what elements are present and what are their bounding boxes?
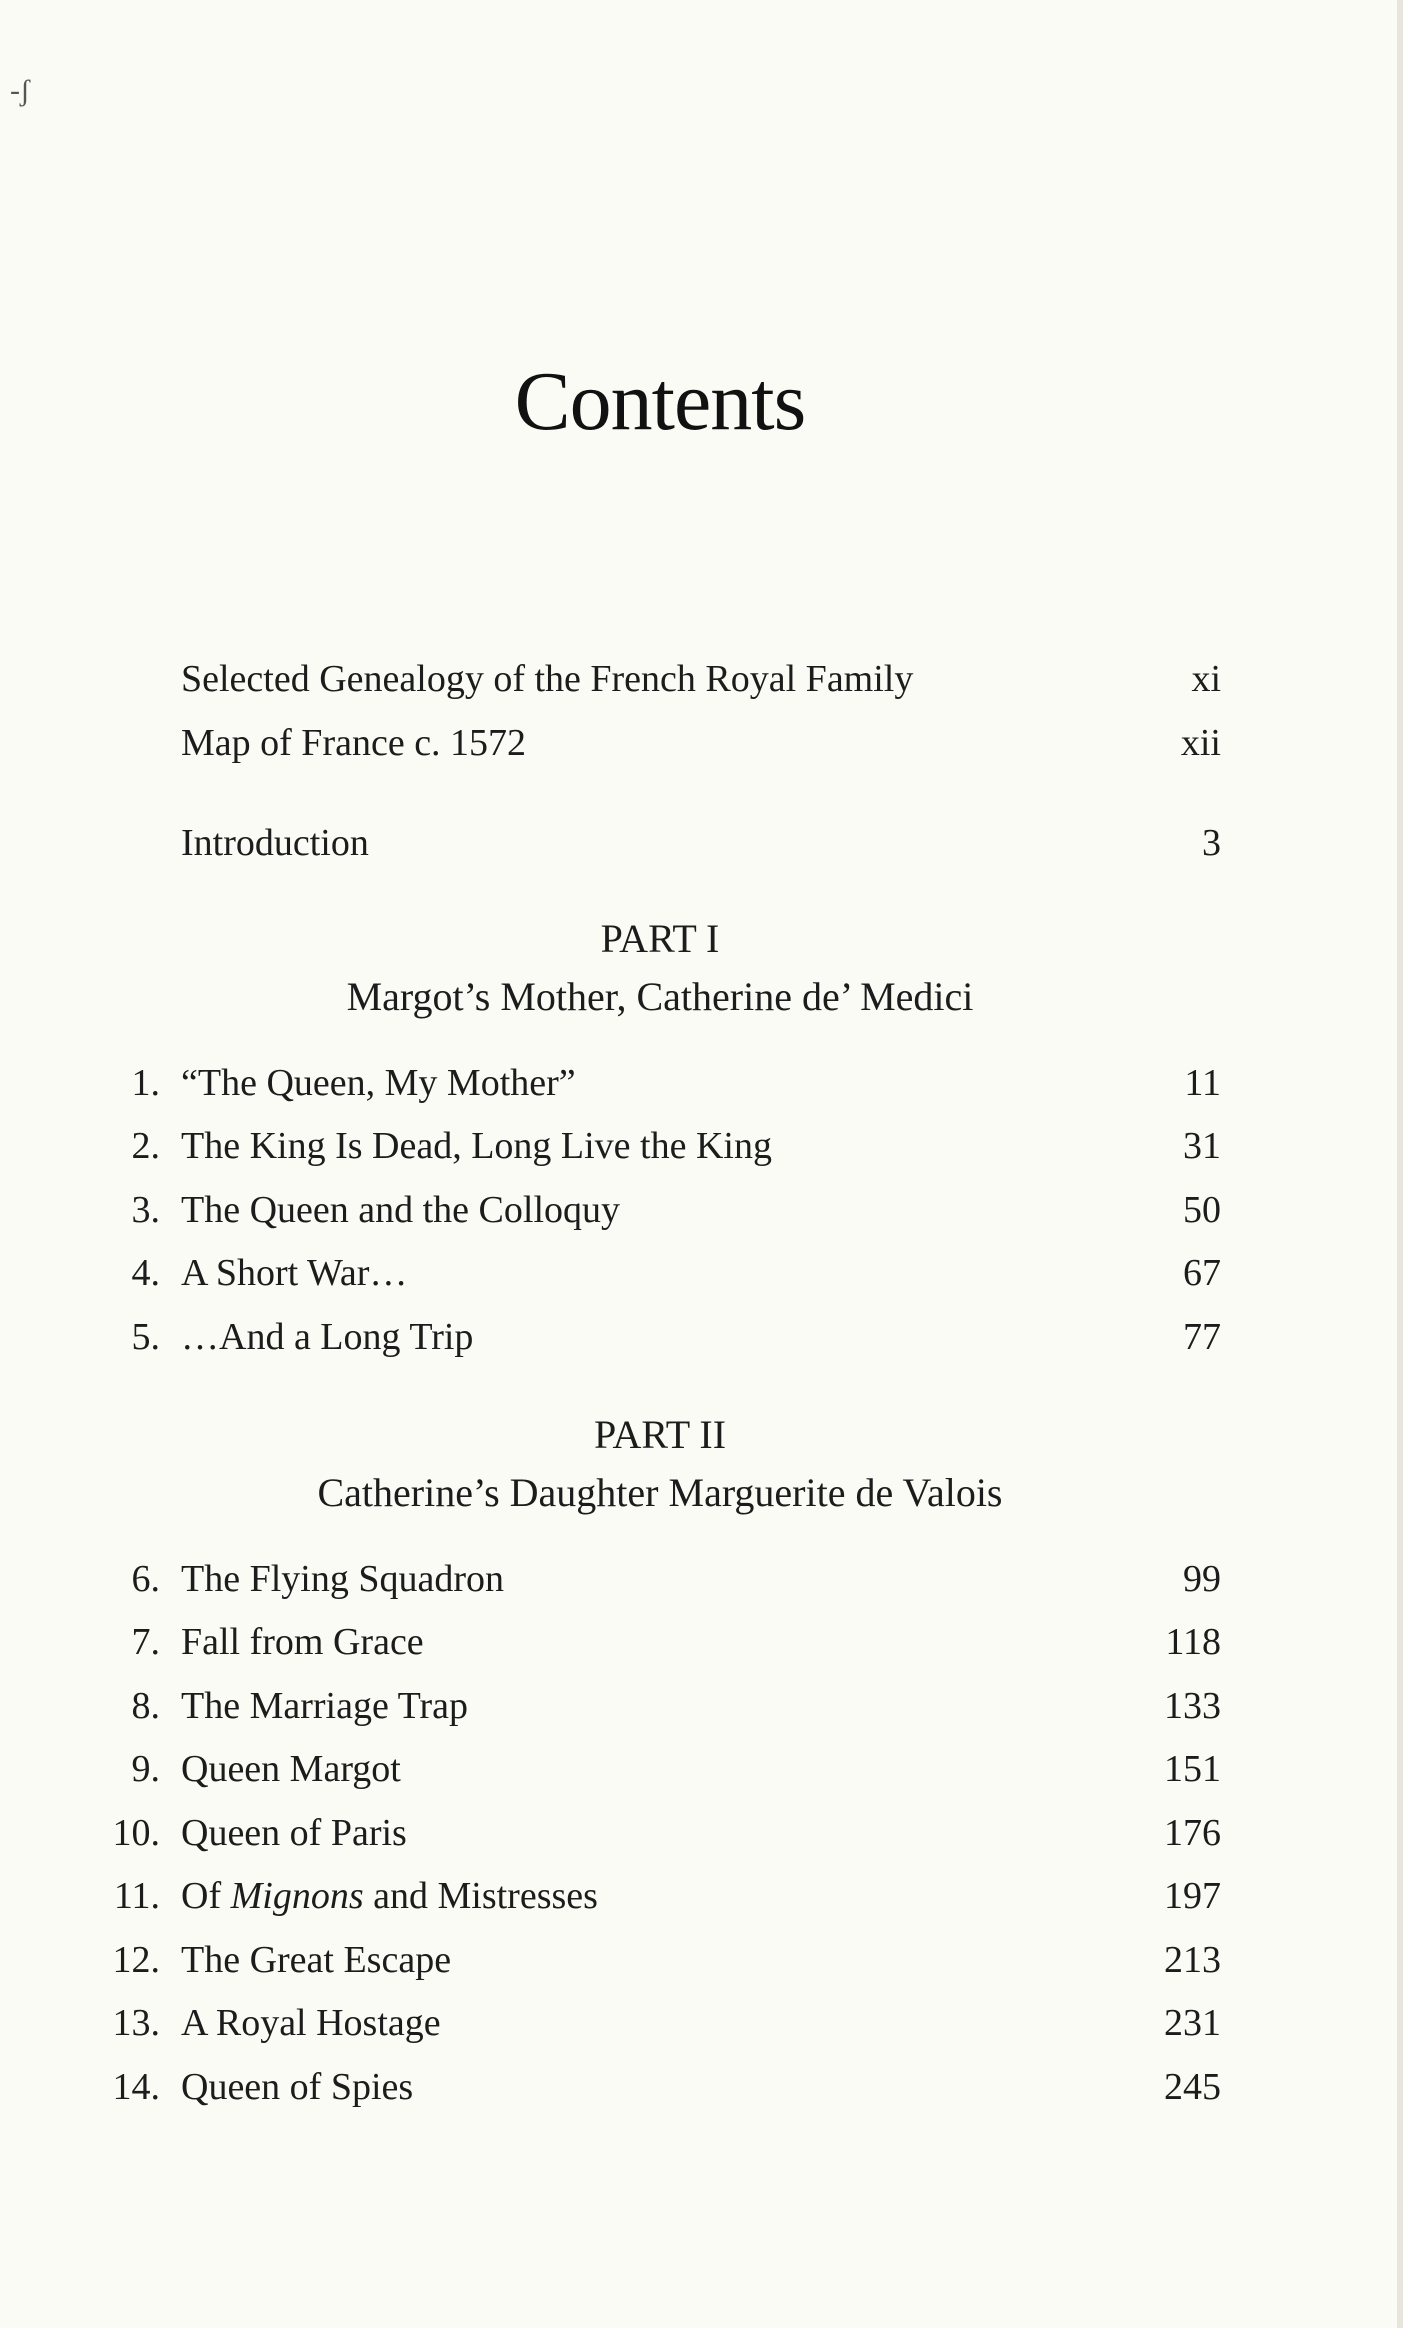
chapter-number: 8.: [131, 1685, 160, 1727]
chapter-number: 13.: [112, 2002, 160, 2044]
chapter-page: 77: [1183, 1316, 1221, 1358]
chapter-entry[interactable]: [0, 1248, 1403, 1298]
part-title: PART II: [593, 1412, 727, 1457]
chapter-number: 11.: [113, 1875, 160, 1917]
chapter-number: 9.: [131, 1748, 160, 1790]
chapter-title: …And a Long Trip: [181, 1316, 474, 1358]
chapter-page: 11: [1184, 1062, 1221, 1104]
chapter-entry[interactable]: [0, 2062, 1403, 2112]
chapter-title: [181, 1871, 598, 1921]
front-matter-entry[interactable]: [0, 818, 1403, 868]
page-title: Contents: [514, 355, 806, 448]
chapter-title: A Royal Hostage: [181, 2002, 441, 2044]
chapter-number: 5.: [131, 1316, 160, 1358]
chapter-page: 67: [1183, 1252, 1221, 1294]
chapter-title-suffix: and Mistresses: [363, 1875, 598, 1917]
chapter-page: 50: [1183, 1189, 1221, 1231]
chapter-page: 31: [1183, 1125, 1221, 1167]
chapter-number: 12.: [112, 1939, 160, 1981]
chapter-number: 7.: [131, 1621, 160, 1663]
chapter-page: 118: [1165, 1621, 1221, 1663]
chapter-number: 4.: [131, 1252, 160, 1294]
chapter-page: 213: [1164, 1939, 1221, 1981]
chapter-entry[interactable]: [0, 1808, 1403, 1858]
part-title: PART I: [600, 916, 720, 961]
chapter-title: The King Is Dead, Long Live the King: [181, 1125, 772, 1167]
margin-mark: -ʃ: [10, 74, 30, 107]
chapter-title: “The Queen, My Mother”: [181, 1062, 576, 1104]
chapter-title: A Short War…: [181, 1252, 408, 1294]
chapter-title: Queen of Spies: [181, 2066, 414, 2108]
chapter-number: 6.: [131, 1558, 160, 1600]
entry-label: Introduction: [181, 822, 369, 864]
chapter-page: 99: [1183, 1558, 1221, 1600]
chapter-entry[interactable]: [0, 1744, 1403, 1794]
chapter-page: 245: [1164, 2066, 1221, 2108]
chapter-title-prefix: Of: [181, 1875, 231, 1917]
chapter-title: The Flying Squadron: [181, 1558, 504, 1600]
chapter-title: The Great Escape: [181, 1939, 452, 1981]
chapter-number: 14.: [112, 2066, 160, 2108]
entry-page: 3: [1202, 822, 1221, 864]
chapter-title: Queen of Paris: [181, 1812, 407, 1854]
chapter-number: 1.: [131, 1062, 160, 1104]
entry-page: xi: [1191, 658, 1221, 700]
chapter-title: Fall from Grace: [181, 1621, 424, 1663]
chapter-entry[interactable]: [0, 1058, 1403, 1108]
chapter-entry[interactable]: [0, 1312, 1403, 1362]
part-subtitle: Catherine’s Daughter Marguerite de Valois: [317, 1470, 1003, 1515]
chapter-page: 151: [1164, 1748, 1221, 1790]
chapter-page: 197: [1164, 1875, 1221, 1917]
front-matter-entry[interactable]: [0, 718, 1403, 768]
entry-page: xii: [1180, 722, 1221, 764]
chapter-title: The Queen and the Colloquy: [181, 1189, 621, 1231]
entry-label: Map of France c. 1572: [181, 722, 527, 764]
chapter-entry[interactable]: [0, 1998, 1403, 2048]
entry-label: Selected Genealogy of the French Royal Family: [181, 658, 914, 700]
chapter-entry[interactable]: [0, 1935, 1403, 1985]
chapter-page: 176: [1164, 1812, 1221, 1854]
front-matter-entry[interactable]: [0, 654, 1403, 704]
chapter-entry[interactable]: [0, 1185, 1403, 1235]
chapter-entry[interactable]: [0, 1617, 1403, 1667]
chapter-title: The Marriage Trap: [181, 1685, 469, 1727]
chapter-entry[interactable]: [0, 1554, 1403, 1604]
chapter-entry[interactable]: [0, 1121, 1403, 1171]
chapter-page: 133: [1164, 1685, 1221, 1727]
chapter-number: 3.: [131, 1189, 160, 1231]
chapter-page: 231: [1164, 2002, 1221, 2044]
part-subtitle: Margot’s Mother, Catherine de’ Medici: [346, 974, 974, 1019]
chapter-entry[interactable]: [0, 1871, 1403, 1921]
chapter-number: 10.: [112, 1812, 160, 1854]
chapter-entry[interactable]: [0, 1681, 1403, 1731]
chapter-number: 2.: [131, 1125, 160, 1167]
chapter-title-italic: Mignons: [230, 1875, 364, 1917]
chapter-title: Queen Margot: [181, 1748, 401, 1790]
